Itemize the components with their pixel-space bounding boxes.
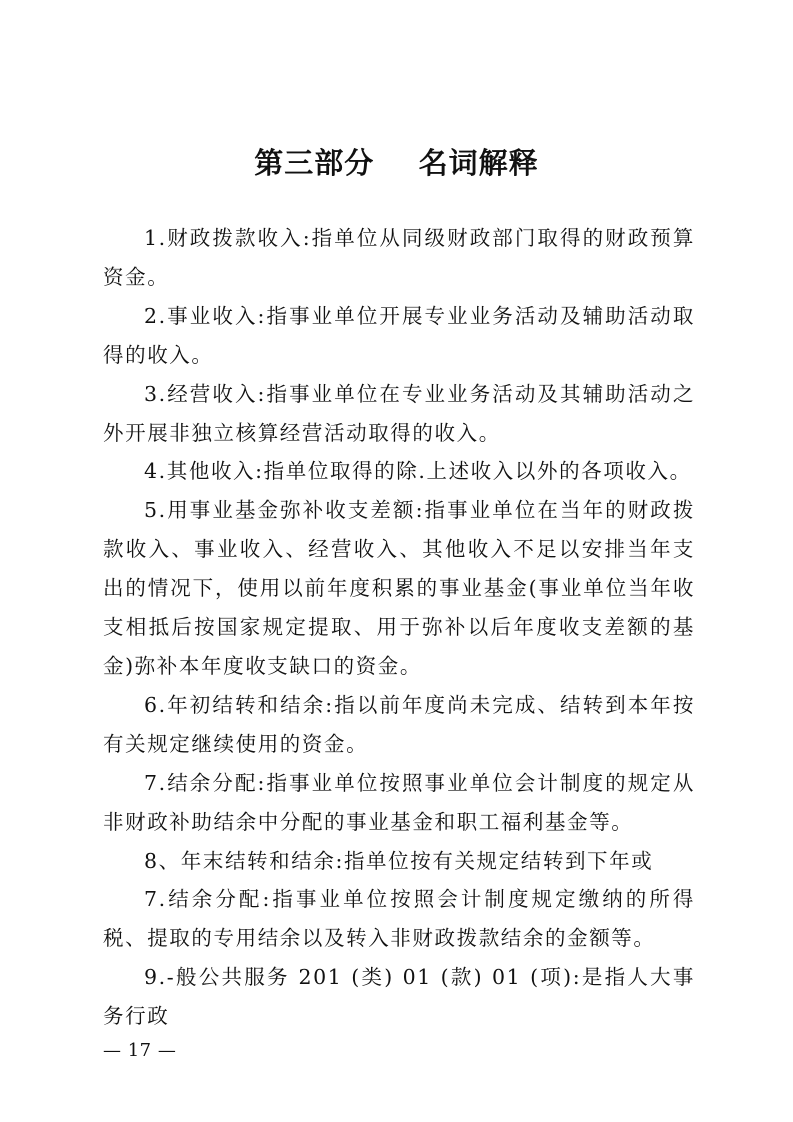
paragraph-3: 3.经营收入:指事业单位在专业业务活动及其辅助活动之外开展非独立核算经营活动取得的收入。 [103, 381, 695, 445]
paragraph-4: 4.其他收入:指单位取得的除.上述收入以外的各项收入。 [144, 459, 692, 484]
paragraph-8: 8、年末结转和结余:指单位按有关规定结转到下年或 [144, 848, 654, 873]
paragraph-7: 7.结余分配:指事业单位按照事业单位会计制度的规定从非财政补助结余中分配的事业基金和职工福利基金等。 [103, 770, 695, 834]
paragraph-2: 2.事业收入:指事业单位开展专业业务活动及辅助活动取得的收入。 [103, 303, 695, 367]
page-title: 第三部分 名词解释 [254, 146, 539, 180]
page-number: — 17 — [103, 1040, 177, 1061]
paragraph-9: 7.结余分配:指事业单位按照会计制度规定缴纳的所得税、提取的专用结余以及转入非财政拨款结余的金额等。 [103, 887, 695, 951]
paragraph-5: 5.用事业基金弥补收支差额:指事业单位在当年的财政拨款收入、事业收入、经营收入、其他收入不足以安排当年支出的情况下，使用以前年度积累的事业基金(事业单位当年收支相抵后按国家规定提取、用于弥补以后年度收支差额的基金)弥补本年度收支缺口的资金。 [103, 498, 695, 678]
paragraph-10: 9.-般公共服务 201 (类) 01 (款) 01 (项):是指人大事务行政 [103, 965, 695, 1029]
paragraph-1: 1.财政拨款收入:指单位从同级财政部门取得的财政预算资金。 [103, 226, 695, 289]
paragraph-6: 6.年初结转和结余:指以前年度尚未完成、结转到本年按有关规定继续使用的资金。 [103, 692, 695, 756]
body-text [103, 219, 695, 1036]
